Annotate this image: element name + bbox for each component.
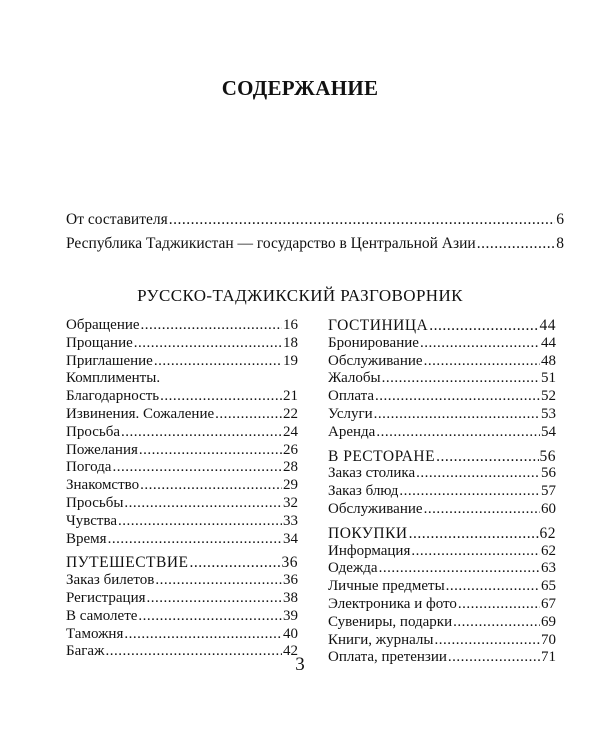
- toc-entry[interactable]: [328, 501, 556, 519]
- toc-leader-dots: [138, 608, 282, 626]
- toc-leader-dots: [446, 578, 540, 596]
- toc-group: [328, 525, 556, 667]
- toc-entry: [66, 370, 298, 388]
- toc-entry-page: 32: [283, 494, 298, 511]
- toc-entry-label: Багаж: [66, 643, 105, 660]
- toc-entry-label: ГОСТИНИЦА: [328, 317, 429, 334]
- toc-entry-page: 62: [539, 524, 556, 542]
- toc-entry-page: 48: [541, 352, 556, 369]
- toc-entry-page: 62: [541, 542, 556, 559]
- toc-entry[interactable]: [66, 608, 298, 626]
- toc-leader-dots: [134, 335, 282, 353]
- toc-entry-label: Обслуживание: [328, 352, 423, 369]
- toc-entry-label: Сувениры, подарки: [328, 613, 453, 630]
- toc-entry-page: 63: [541, 560, 556, 577]
- toc-entry-page: 36: [283, 572, 298, 589]
- toc-entry-page: 67: [541, 595, 556, 612]
- toc-entry[interactable]: [328, 465, 556, 483]
- page-title: СОДЕРЖАНИЕ: [221, 76, 379, 100]
- toc-section-heading[interactable]: [328, 317, 556, 335]
- toc-entry-page: 54: [541, 423, 556, 440]
- toc-leader-dots: [118, 513, 282, 531]
- toc-leader-dots: [160, 388, 282, 406]
- toc-group: [66, 317, 298, 548]
- toc-entry-page: 38: [283, 589, 298, 606]
- toc-entry[interactable]: [328, 632, 556, 650]
- toc-leader-dots: [169, 208, 556, 232]
- toc-leader-dots: [429, 317, 538, 335]
- toc-entry-label: ПОКУПКИ: [328, 524, 408, 542]
- toc-leader-dots: [453, 614, 540, 632]
- toc-leader-dots: [409, 525, 539, 543]
- toc-leader-dots: [382, 370, 540, 388]
- toc-section-heading[interactable]: [328, 525, 556, 543]
- toc-leader-dots: [190, 554, 281, 572]
- toc-entry-label: Личные предметы: [328, 578, 445, 595]
- toc-entry-page: 70: [541, 631, 556, 648]
- toc-entry-label: Заказ блюд: [328, 483, 399, 500]
- toc-entry-page: 56: [541, 465, 556, 482]
- intro-toc: [66, 208, 564, 256]
- toc-entry[interactable]: [66, 477, 298, 495]
- toc-entry[interactable]: [66, 590, 298, 608]
- toc-entry[interactable]: [66, 459, 298, 477]
- toc-entry-label: Извинения. Сожаление: [66, 405, 215, 422]
- toc-entry-page: 51: [541, 370, 556, 387]
- toc-entry-page: 6: [556, 211, 564, 228]
- toc-leader-dots: [108, 531, 282, 549]
- toc-entry-page: 18: [283, 334, 298, 351]
- toc-entry[interactable]: [66, 513, 298, 531]
- toc-entry-label: Приглашение: [66, 352, 153, 369]
- toc-entry-page: 60: [541, 500, 556, 517]
- toc-entry-label: Пожелания: [66, 441, 138, 458]
- page-number: 3: [295, 654, 305, 675]
- toc-leader-dots: [376, 424, 540, 442]
- toc-entry[interactable]: [66, 208, 564, 232]
- toc-entry-label: Регистрация: [66, 589, 146, 606]
- toc-entry-label: Просьба: [66, 423, 120, 440]
- toc-entry[interactable]: [328, 560, 556, 578]
- toc-leader-dots: [420, 335, 540, 353]
- toc-entry[interactable]: [66, 232, 564, 256]
- toc-entry[interactable]: [66, 317, 298, 335]
- toc-leader-dots: [416, 465, 540, 483]
- toc-entry-label: Информация: [328, 542, 411, 559]
- toc-entry-page: 26: [283, 441, 298, 458]
- toc-entry-page: 65: [541, 578, 556, 595]
- toc-entry[interactable]: [66, 406, 298, 424]
- toc-entry-page: 42: [283, 643, 298, 660]
- toc-entry-page: 56: [539, 447, 556, 465]
- toc-entry-page: 71: [541, 649, 556, 666]
- toc-entry-page: 57: [541, 483, 556, 500]
- toc-leader-dots: [141, 317, 282, 335]
- toc-entry-page: 19: [283, 352, 298, 369]
- toc-entry-page: 69: [541, 613, 556, 630]
- toc-leader-dots: [112, 459, 282, 477]
- toc-entry-label: Таможня: [66, 625, 124, 642]
- toc-entry-page: 36: [281, 554, 298, 572]
- toc-entry[interactable]: [66, 572, 298, 590]
- toc-entry-label: Бронирование: [328, 334, 419, 351]
- toc-entry-label: Оплата: [328, 388, 375, 405]
- toc-entry-label: Благодарность: [66, 388, 160, 405]
- toc-entry[interactable]: [66, 626, 298, 644]
- toc-entry-label: Заказ столика: [328, 465, 416, 482]
- toc-entry[interactable]: [328, 353, 556, 371]
- toc-entry-label: Прощание: [66, 334, 133, 351]
- toc-leader-dots: [375, 388, 540, 406]
- toc-entry-label: ПУТЕШЕСТВИЕ: [66, 554, 189, 572]
- toc-leader-dots: [124, 495, 282, 513]
- toc-entry-label: Чувства: [66, 512, 117, 529]
- toc-entry[interactable]: [66, 442, 298, 460]
- toc-entry-page: 52: [541, 388, 556, 405]
- toc-leader-dots: [121, 424, 282, 442]
- toc-entry-label: Комплименты.: [66, 370, 161, 387]
- toc-leader-dots: [399, 483, 540, 501]
- toc-leader-dots: [424, 501, 540, 519]
- toc-leader-dots: [215, 406, 282, 424]
- toc-entry-label: От составителя: [66, 211, 168, 228]
- toc-leader-dots: [458, 596, 540, 614]
- toc-leader-dots: [411, 543, 540, 561]
- toc-entry-label: Время: [66, 530, 107, 547]
- toc-entry[interactable]: [66, 531, 298, 549]
- toc-entry-label: В самолете: [66, 607, 138, 624]
- toc-entry-page: 22: [283, 405, 298, 422]
- toc-leader-dots: [374, 406, 540, 424]
- toc-entry-label: Заказ билетов: [66, 572, 155, 589]
- toc-entry-label: Одежда: [328, 560, 378, 577]
- toc-left-column: [66, 317, 298, 667]
- toc-leader-dots: [379, 560, 540, 578]
- toc-entry-label: Услуги: [328, 405, 373, 422]
- toc-group: [328, 448, 556, 519]
- section-title: РУССКО-ТАДЖИКСКИЙ РАЗГОВОРНИК: [137, 286, 463, 305]
- toc-entry[interactable]: [328, 596, 556, 614]
- toc-entry-page: 34: [283, 530, 298, 547]
- toc-leader-dots: [124, 626, 282, 644]
- toc-entry[interactable]: [328, 406, 556, 424]
- toc-entry-label: Республика Таджикистан — государство в Центральной Азии: [66, 235, 476, 252]
- toc-entry[interactable]: [328, 424, 556, 442]
- toc-leader-dots: [147, 590, 283, 608]
- toc-entry-label: Обращение: [66, 317, 140, 333]
- toc-leader-dots: [139, 442, 282, 460]
- toc-entry-page: 21: [283, 388, 298, 405]
- toc-leader-dots: [434, 632, 540, 650]
- toc-entry[interactable]: [66, 388, 298, 406]
- toc-entry-label: Книги, журналы: [328, 631, 434, 648]
- toc-entry-page: 24: [283, 423, 298, 440]
- toc-entry-page: 28: [283, 459, 298, 476]
- toc-entry[interactable]: [328, 578, 556, 596]
- toc-entry[interactable]: [328, 335, 556, 353]
- toc-entry-label: Жалобы: [328, 370, 381, 387]
- toc-entry-page: 33: [283, 512, 298, 529]
- toc-entry-label: Знакомство: [66, 477, 140, 494]
- toc-entry[interactable]: [328, 543, 556, 561]
- toc-leader-dots: [155, 572, 282, 590]
- toc-entry-page: 8: [556, 235, 564, 252]
- toc-entry-page: 44: [541, 334, 556, 351]
- toc-leader-dots: [477, 232, 556, 256]
- toc-entry-page: 44: [539, 317, 556, 334]
- toc-entry[interactable]: [328, 614, 556, 632]
- toc-section-heading[interactable]: [66, 554, 298, 572]
- toc-entry-label: В РЕСТОРАНЕ: [328, 447, 436, 465]
- toc-entry[interactable]: [328, 388, 556, 406]
- toc-leader-dots: [154, 353, 282, 371]
- toc-entry-label: Аренда: [328, 423, 376, 440]
- toc-entry[interactable]: [328, 483, 556, 501]
- toc-section-heading[interactable]: [328, 448, 556, 466]
- toc-entry[interactable]: [328, 370, 556, 388]
- toc-entry-label: Электроника и фото: [328, 595, 457, 612]
- toc-entry-label: Погода: [66, 459, 112, 476]
- toc-entry-page: 53: [541, 405, 556, 422]
- toc-entry[interactable]: [66, 495, 298, 513]
- toc-entry[interactable]: [66, 424, 298, 442]
- toc-leader-dots: [424, 353, 540, 371]
- toc-entry-page: 16: [283, 317, 298, 333]
- toc-entry[interactable]: [66, 335, 298, 353]
- toc-entry-page: 29: [283, 477, 298, 494]
- toc-right-column: [328, 317, 556, 673]
- toc-leader-dots: [436, 448, 538, 466]
- toc-entry[interactable]: [66, 353, 298, 371]
- toc-entry-page: 40: [283, 625, 298, 642]
- toc-group: [66, 554, 298, 661]
- toc-entry-label: Оплата, претензии: [328, 649, 447, 666]
- toc-entry-label: Обслуживание: [328, 500, 423, 517]
- toc-leader-dots: [140, 477, 282, 495]
- toc-entry-page: 39: [283, 607, 298, 624]
- toc-entry-label: Просьбы: [66, 494, 124, 511]
- toc-group: [328, 317, 556, 442]
